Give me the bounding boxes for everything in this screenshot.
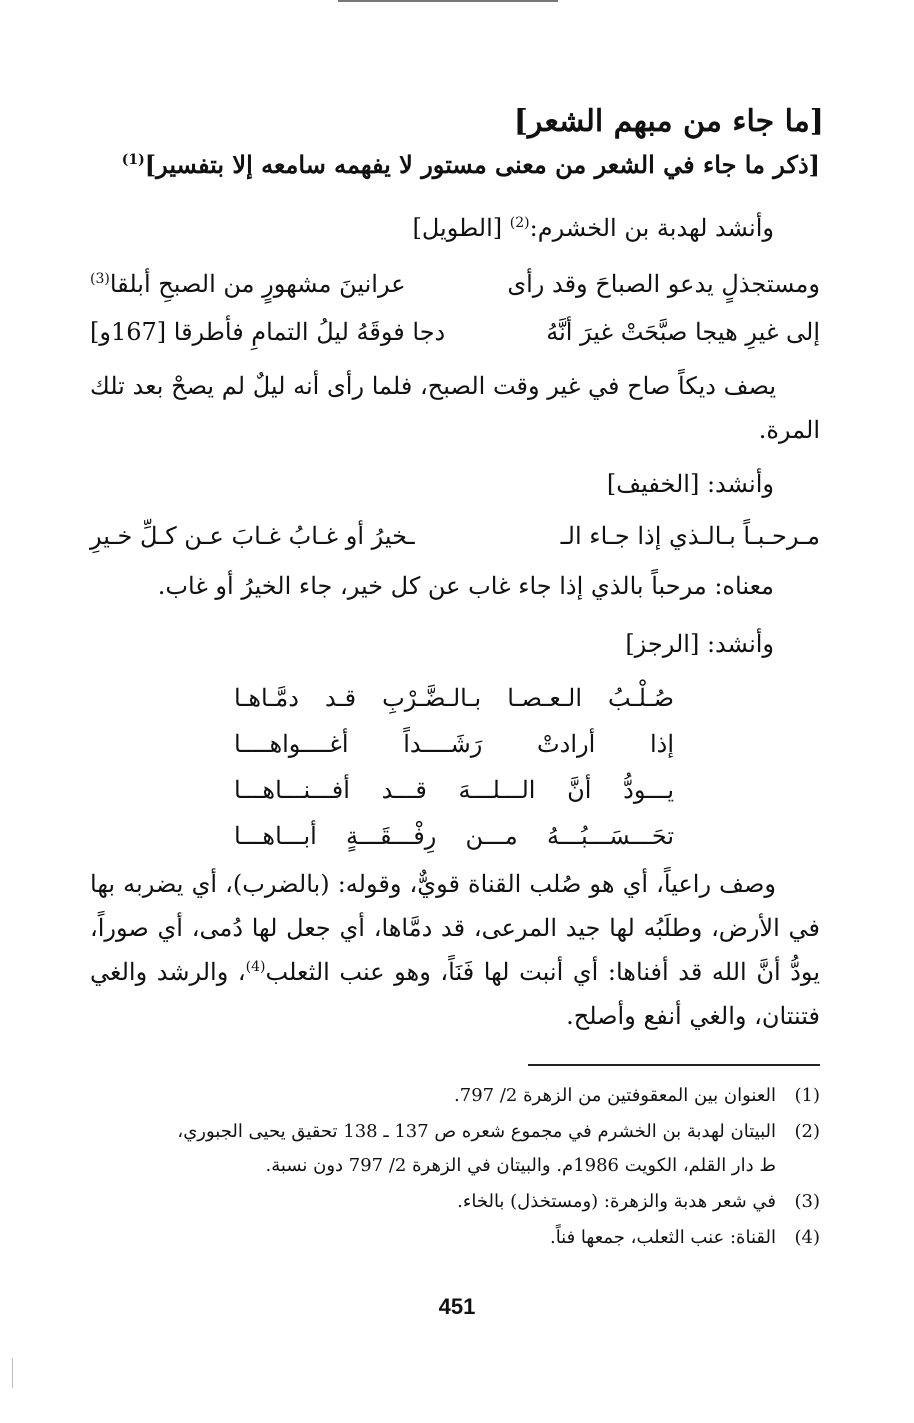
margin-mark — [12, 1358, 13, 1388]
verse-1 — [90, 270, 820, 314]
verse-2 — [90, 318, 820, 362]
explanation-line-2: معناه: مرحباً بالذي إذا جاء غاب عن كل خير، جاء الخيرُ أو غاب. — [157, 572, 774, 600]
verse-hemistich-second — [90, 270, 406, 298]
footnote-ref[interactable]: (2) — [509, 215, 530, 231]
verse-3 — [90, 522, 820, 566]
verse-hemistich-first: ومستجذلٍ يدعو الصباحَ وقد رأى — [507, 270, 820, 298]
rajaz-line: تحَـــسَـــبُـــهُ مـــن رِفْـــقَـــةٍ أبـــاهـــا — [234, 822, 674, 850]
verse-hemistich-first: مـرحـبـاً بـالـذي إذا جـاء الـ — [560, 522, 820, 550]
footnote-separator — [528, 1064, 820, 1066]
verse-hemistich-second: دجا فوقَهُ ليلُ التمامِ فأطرقا [167و] — [90, 318, 446, 346]
rajaz-line: صُـلْـبُ الـعـصـا بـالـضَّـرْبِ قـد دمَّـاهـا — [234, 684, 674, 712]
intro-line-1 — [412, 214, 774, 242]
intro-line-2: وأنشد: [الخفيف] — [606, 470, 774, 498]
section-heading — [122, 150, 820, 179]
verse-hemistich-text: عرانينَ مشهورٍ من الصبحِ أبلقا — [109, 270, 406, 298]
footnote-text: العنوان بين المعقوفتين من الزهرة 2/ 797. — [454, 1085, 776, 1106]
footnote-text: في شعر هدبة والزهرة: (ومستخذل) بالخاء. — [457, 1191, 776, 1212]
footnote-number: (4) — [794, 1227, 820, 1248]
rajaz-line: إذا أرادتْ رَشَــــداً أغــــواهــــا — [234, 730, 674, 758]
footnote-number: (3) — [794, 1191, 820, 1212]
footnote-text: القناة: عنب الثعلب، جمعها فناً. — [549, 1227, 776, 1248]
top-rule — [338, 0, 558, 2]
footnote-number: (1) — [794, 1085, 820, 1106]
rajaz-line: يـــودُّ أنَّ الـــلـــهَ قـــد أفـــنـــاهـــا — [234, 776, 674, 804]
footnote-ref[interactable]: (3) — [90, 271, 110, 287]
footnote-number: (2) — [794, 1121, 820, 1142]
section-heading-text: [ذكر ما جاء في الشعر من معنى مستور لا يفهمه سامعه إلا بتفسير] — [144, 150, 820, 179]
commentary-text-end: ، والرشد والغي فتنتان، والغي أنفع وأصلح. — [90, 958, 820, 1030]
footnote-text: البيتان لهدبة بن الخشرم في مجموع شعره ص 137 ـ 138 تحقيق يحيى الجبوري، — [177, 1121, 776, 1142]
commentary-text: وصف راعياً، أي هو صُلب القناة قويٌّ، وقوله: (بالضرب)، أي يضربه بها في الأرض، وطلَبُه لها جيد المرعى، قد دمَّاها، أي جعل لها دُمى، أي صوراً، يودُّ أنَّ الله قد أفناها: أي أنبت لها فَنَاً، وهو عنب الثعلب — [90, 870, 820, 986]
intro-text: وأنشد لهدبة بن الخشرم: — [529, 214, 774, 242]
commentary-paragraph — [90, 862, 820, 1038]
footnote-ref[interactable]: (4) — [245, 959, 266, 975]
meter-label: [الطويل] — [412, 214, 510, 242]
page-number: 451 — [438, 1294, 476, 1319]
intro-line-3: وأنشد: [الرجز] — [625, 630, 774, 658]
verse-hemistich-second: ـخيرُ أو غـابُ غـابَ عـن كـلِّ خـيرِ — [90, 522, 415, 550]
explanation-paragraph-1: يصف ديكاً صاح في غير وقت الصبح، فلما رأى أنه ليلٌ لم يصحْ بعد تلك المرة. — [90, 372, 820, 444]
footnote-text: ط دار القلم، الكويت 1986م. والبيتان في الزهرة 2/ 797 دون نسبة. — [265, 1155, 776, 1176]
chapter-heading: [ما جاء من مبهم الشعر] — [513, 104, 824, 139]
verse-hemistich-first: إلى غيرِ هيجا صبَّحَتْ غيرَ أنَّهُ — [546, 318, 820, 346]
footnote-ref[interactable]: (1) — [121, 152, 145, 168]
